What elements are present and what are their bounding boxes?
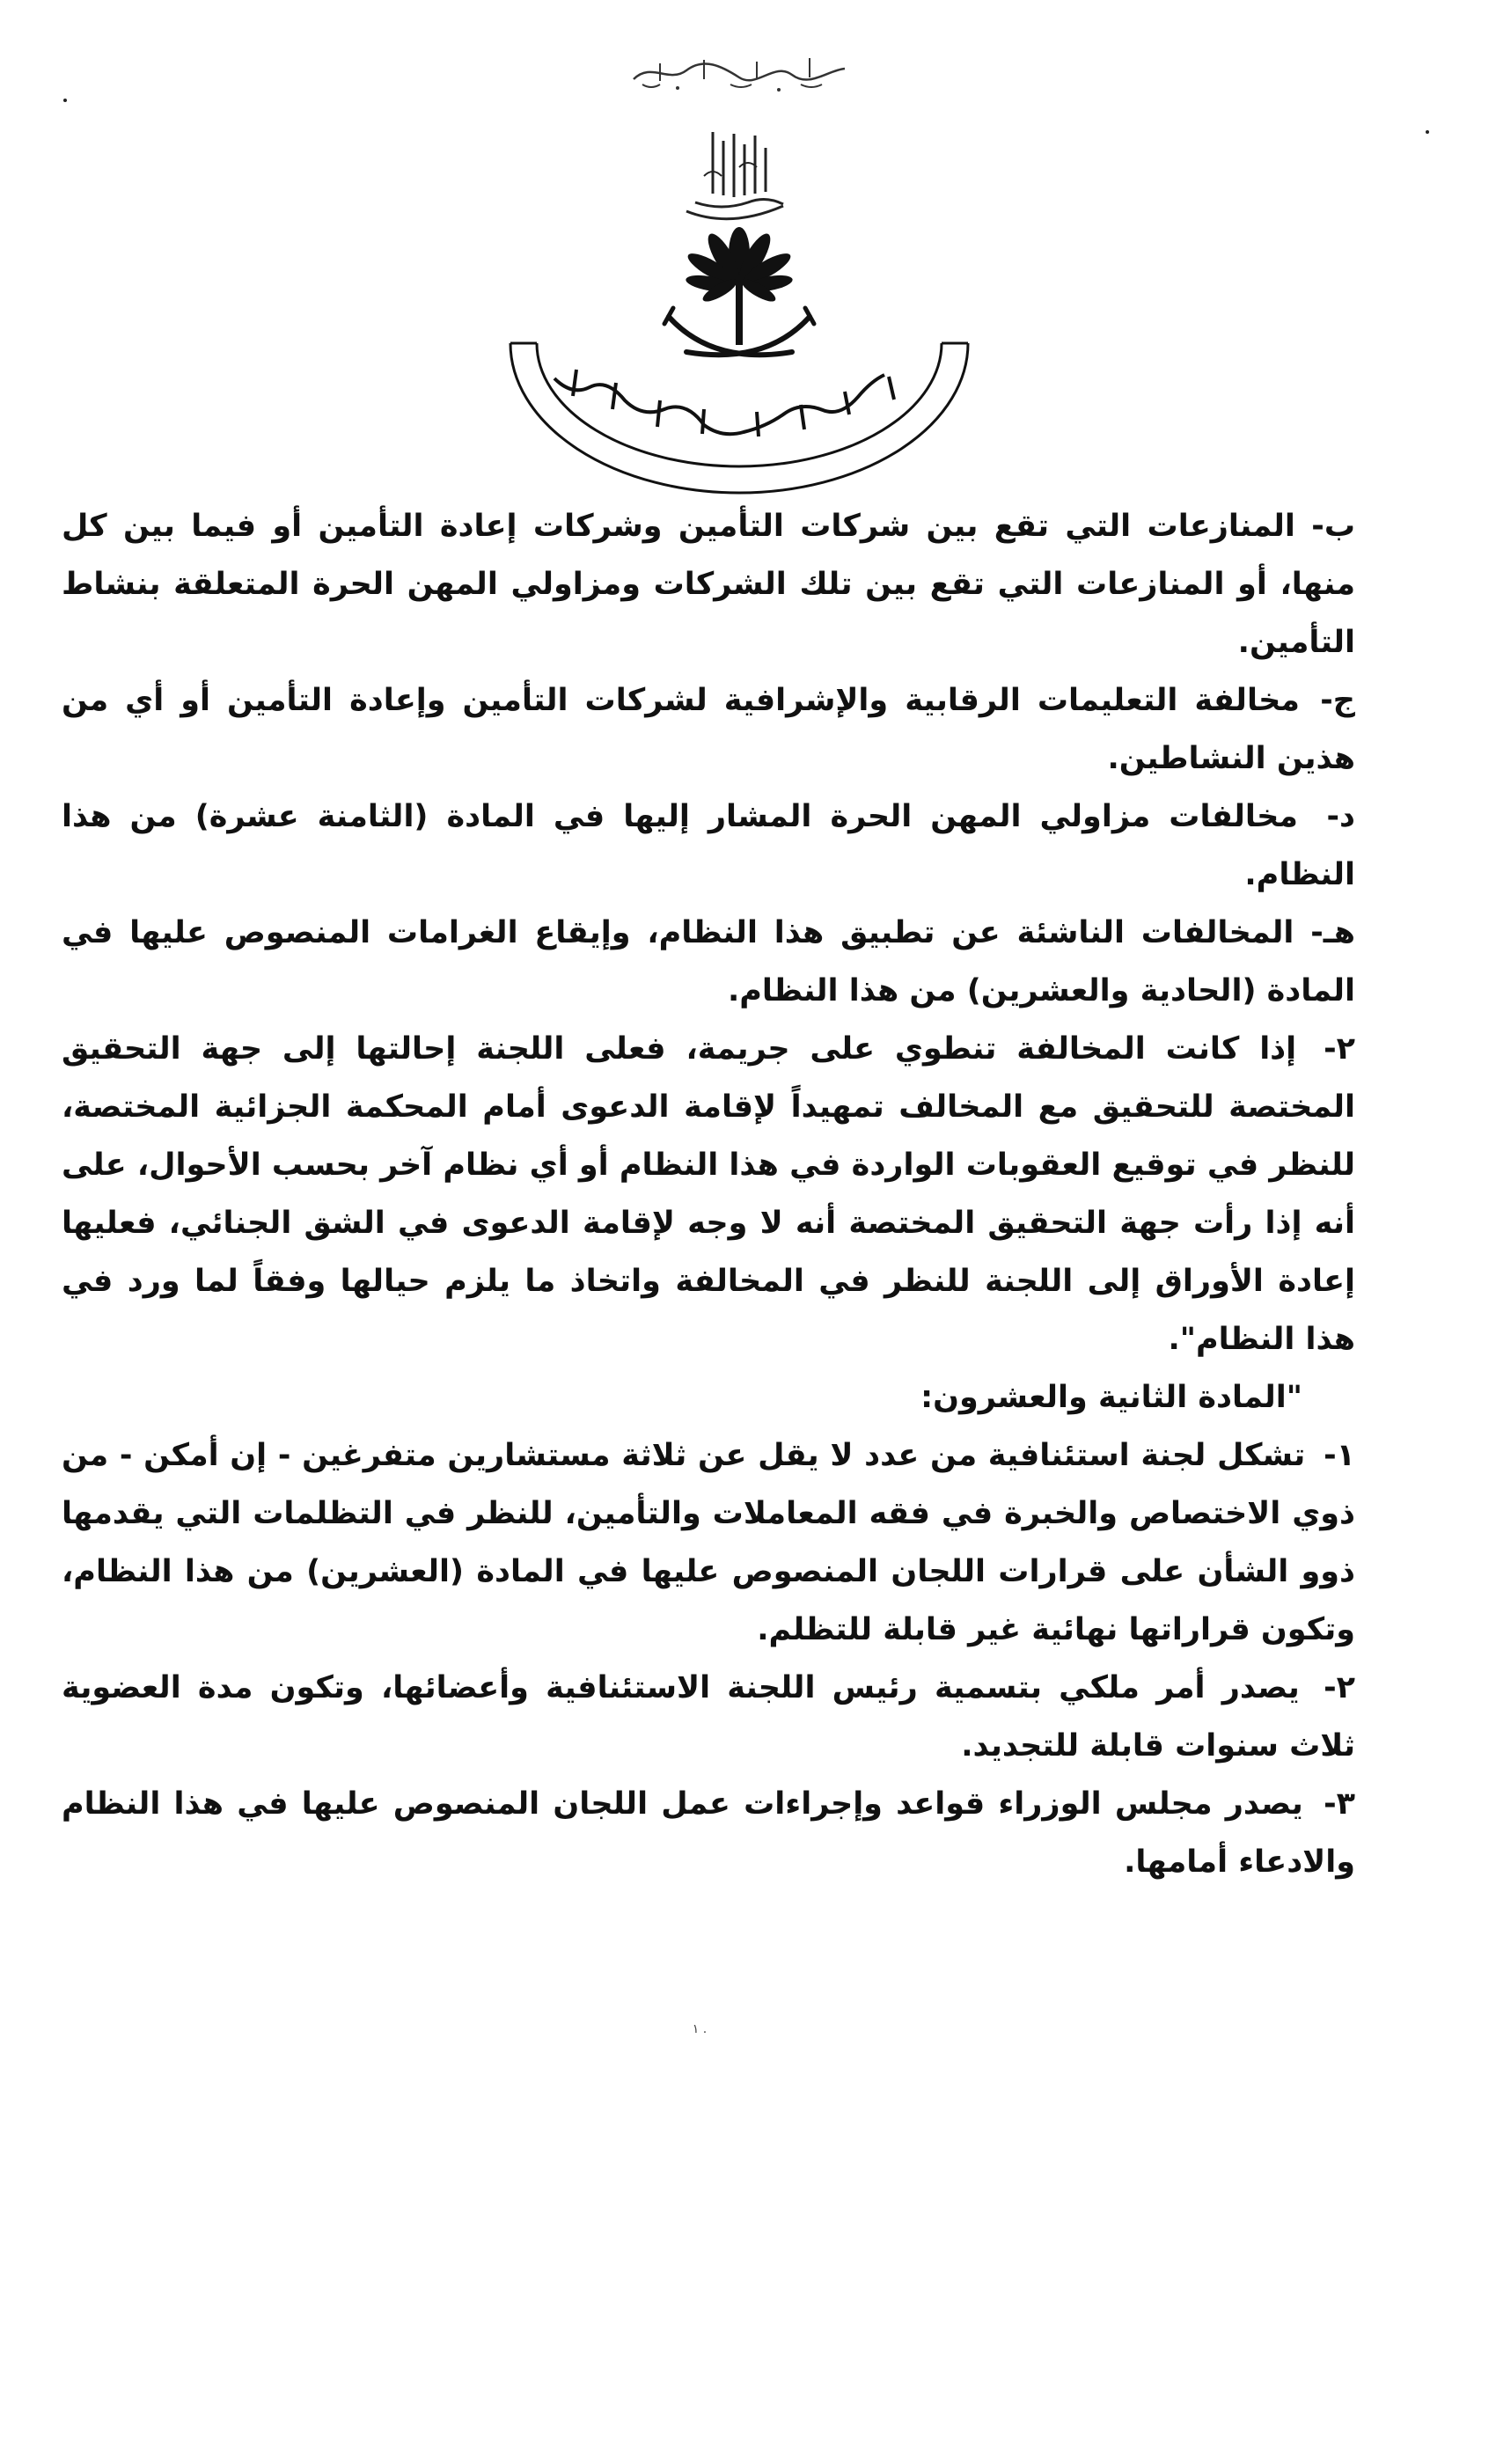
document-body [62, 497, 1355, 1891]
item-text: مخالفات مزاولي المهن الحرة المشار إليها في المادة (الثامنة عشرة) من هذا النظام. [62, 799, 1355, 892]
list-item [62, 671, 1355, 788]
emblem-banner-calligraphy [554, 370, 894, 436]
item-marker: ج- [1320, 683, 1355, 718]
item-marker: ٣- [1324, 1786, 1355, 1822]
article-heading: "المادة الثانية والعشرون: [920, 1380, 1302, 1415]
scan-speck [63, 99, 67, 102]
shahada-calligraphy [669, 106, 801, 238]
item-text: تشكل لجنة استئنافية من عدد لا يقل عن ثلاثة مستشارين متفرغين - إن أمكن - من ذوي الاختصاص والخبرة في فقه المعاملات والتأمين، للنظر في التظلمات التي يقدمها ذوو الشأن على قرارات اللجان المنصوص عليها في المادة (العشرين) من هذا النظام، وتكون قراراتها نهائية غير قابلة للتظلم. [62, 1438, 1355, 1647]
item-marker: ٢- [1324, 1670, 1355, 1705]
item-text: إذا كانت المخالفة تنطوي على جريمة، فعلى اللجنة إحالتها إلى جهة التحقيق المختصة للتحقيق مع المخالف تمهيداً لإقامة الدعوى أمام المحكمة الجزائية المختصة، للنظر في توقيع العقوبات الواردة في هذا النظام أو أي نظام آخر بحسب الأحوال، على أنه إذا رأت جهة التحقيق المختصة أنه لا وجه لإقامة الدعوى في الشق الجنائي، فعليها إعادة الأوراق إلى اللجنة للنظر في المخالفة واتخاذ ما يلزم حيالها وفقاً لما ورد في هذا النظام". [62, 1031, 1355, 1357]
item-text: يصدر أمر ملكي بتسمية رئيس اللجنة الاستئنافية وأعضائها، وتكون مدة العضوية ثلاث سنوات قابلة للتجديد. [62, 1670, 1355, 1764]
list-item [62, 788, 1355, 904]
item-marker: هـ- [1310, 915, 1355, 950]
item-marker: ٢- [1324, 1031, 1356, 1067]
letterhead [493, 35, 986, 493]
list-item [62, 904, 1355, 1020]
item-text: المنازعات التي تقع بين شركات التأمين وشركات إعادة التأمين أو فيما بين كل منها، أو المنازعات التي تقع بين تلك الشركات ومزاولي المهن الحرة المتعلقة بنشاط التأمين. [62, 509, 1355, 660]
list-item [62, 1426, 1355, 1659]
basmala-calligraphy [625, 44, 854, 97]
list-item [62, 1659, 1355, 1775]
item-text: المخالفات الناشئة عن تطبيق هذا النظام، وإيقاع الغرامات المنصوص عليها في المادة (الحادية والعشرين) من هذا النظام. [62, 915, 1355, 1008]
item-text: مخالفة التعليمات الرقابية والإشرافية لشركات التأمين وإعادة التأمين أو أي من هذين النشاطين. [62, 683, 1355, 776]
item-marker: د- [1326, 799, 1355, 834]
item-marker: ١- [1324, 1438, 1355, 1473]
item-marker: ب- [1311, 509, 1355, 544]
item-text: يصدر مجلس الوزراء قواعد وإجراءات عمل اللجان المنصوص عليها في هذا النظام والادعاء أمامها. [62, 1786, 1355, 1880]
scan-speck [1426, 130, 1429, 134]
saudi-emblem [493, 220, 986, 502]
page-mark: ١ . [692, 2022, 708, 2036]
list-item [62, 1020, 1355, 1368]
palm-tree-icon [685, 227, 795, 345]
list-item [62, 1775, 1355, 1891]
list-item [62, 497, 1355, 671]
